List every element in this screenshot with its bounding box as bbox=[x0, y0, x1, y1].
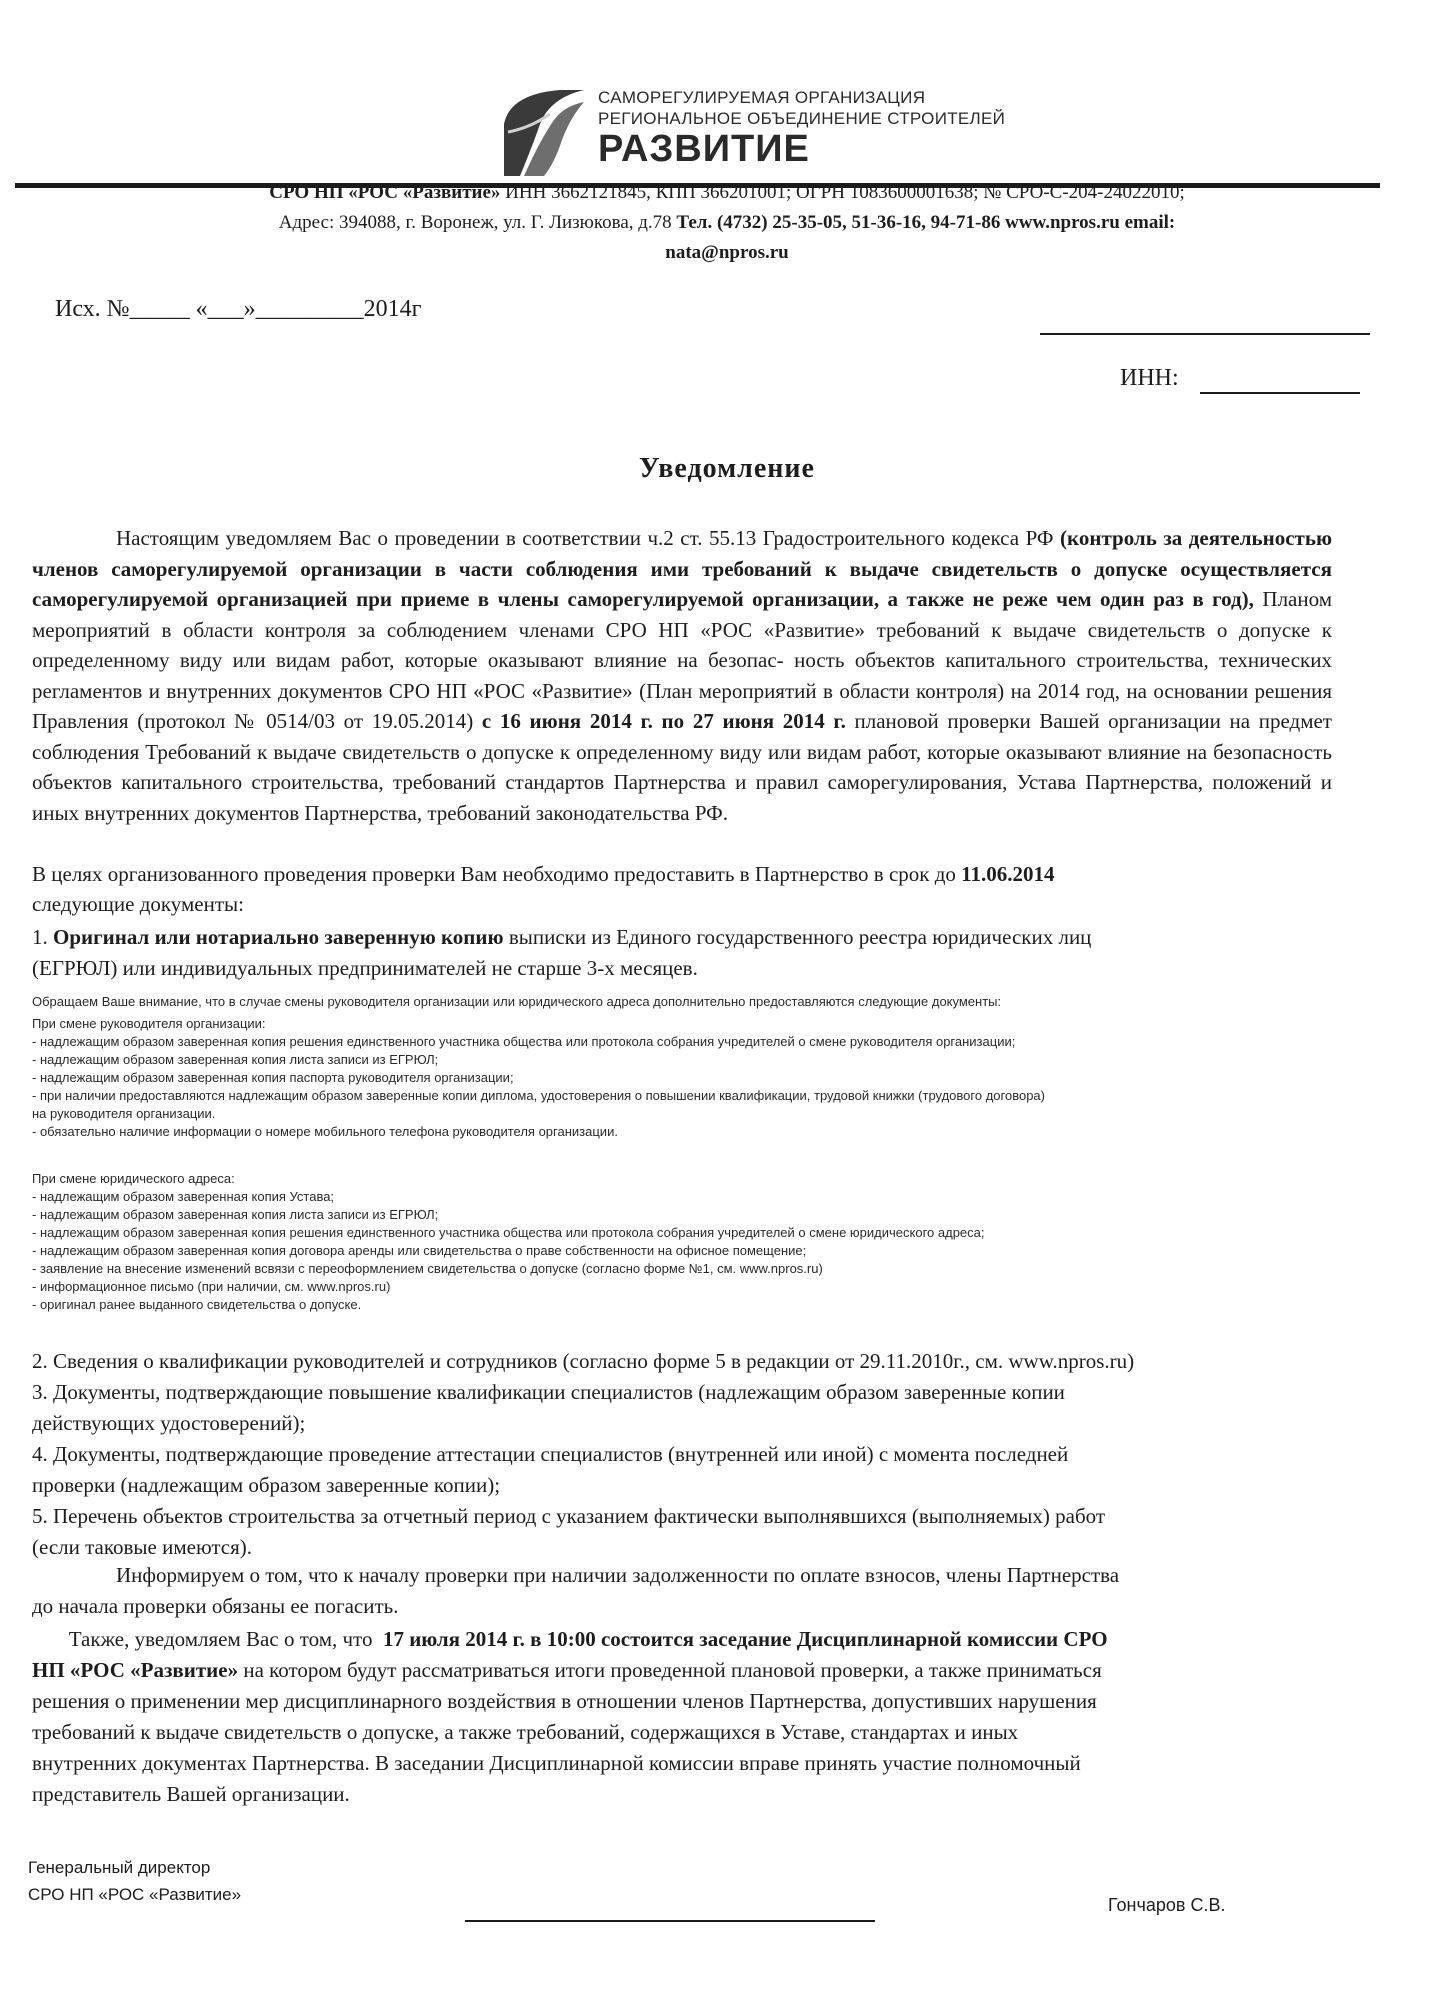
p1-line: требований к выдаче свидетельств о допуске к определенному виду или видам работ, которые оказывают влияние на безопас- bbox=[32, 617, 1332, 672]
debt-paragraph bbox=[32, 1560, 1332, 1622]
deadline-line bbox=[32, 859, 1332, 890]
org-contacts: Тел. (4732) 25-35-05, 51-36-16, 94-71-86 www.npros.ru email: bbox=[676, 212, 1176, 233]
manager-change-block bbox=[32, 1015, 1282, 1141]
commission-line: Также, уведомляем Вас о том, что bbox=[32, 1627, 383, 1651]
list-item: 3. Документы, подтверждающие повышение квалификации специалистов (надлежащим образом заверенные копии bbox=[32, 1380, 1065, 1404]
block-line: на руководителя организации. bbox=[32, 1106, 216, 1121]
organization-logo bbox=[500, 84, 588, 180]
commission-line: представитель Вашей организации. bbox=[32, 1782, 350, 1806]
org-short-name: СРО НП «РОС «Развитие» bbox=[269, 182, 501, 203]
list-item: действующих удостоверений); bbox=[32, 1411, 306, 1435]
block-heading: При смене юридического адреса: bbox=[32, 1171, 235, 1186]
p1-line: объектов капитального строительства, требований стандартов Партнерства и правил саморегулирования, Устава bbox=[32, 770, 1077, 794]
block-line: - надлежащим образом заверенная копия листа записи из ЕГРЮЛ; bbox=[32, 1052, 439, 1067]
item-text: (ЕГРЮЛ) или индивидуальных предпринимателей не старше 3-х месяцев. bbox=[32, 956, 698, 980]
commission-line: на котором будут рассматриваться итоги проведенной плановой проверки, а также приниматься bbox=[238, 1658, 1102, 1682]
p1-line: к выдаче свидетельств о допуске к определенному виду или видам работ, которые оказывают влияние на безопасность bbox=[257, 739, 1332, 764]
outgoing-reference: Исх. №_____ «___»_________2014г bbox=[55, 296, 422, 322]
org-registration-details bbox=[100, 182, 1354, 204]
item-bold: Оригинал или нотариально заверенную копию bbox=[53, 925, 504, 949]
p1-line: Партнерства, положений и иных внутренних документов Партнерства, требований законодательства РФ. bbox=[32, 770, 1333, 825]
p1-bold: не реже чем один раз в год), bbox=[972, 587, 1254, 611]
block-line: - надлежащим образом заверенная копия договора аренды или свидетельства о праве собственности на офисное помещение; bbox=[32, 1243, 807, 1258]
required-documents-list bbox=[32, 1346, 1342, 1563]
signatory-org: СРО НП «РОС «Развитие» bbox=[28, 1885, 242, 1904]
deadline-date: 11.06.2014 bbox=[961, 862, 1055, 886]
debt-line: Информируем о том, что к началу проверки при наличии задолженности по оплате взносов, члены Партнерства bbox=[116, 1563, 1120, 1587]
list-item: (если таковые имеются). bbox=[32, 1535, 253, 1559]
commission-paragraph bbox=[32, 1624, 1332, 1810]
deadline-text: В целях организованного проведения проверки Вам необходимо предоставить в Партнерство в срок до bbox=[32, 862, 962, 886]
inn-label: ИНН: bbox=[1120, 365, 1179, 391]
list-item: 4. Документы, подтверждающие проведение аттестации специалистов (внутренней или иной) с момента последней bbox=[32, 1442, 1069, 1466]
p1-line: ность объектов капитального строительства, технических регламентов и внутренних документов СРО НП «РОС «Развитие» bbox=[32, 648, 1332, 703]
org-address: Адрес: 394088, г. Воронеж, ул. Г. Лизюкова, д.78 bbox=[278, 212, 677, 233]
document-title: Уведомление bbox=[639, 453, 815, 484]
documents-intro: следующие документы: bbox=[32, 892, 244, 916]
commission-line: решения о применении мер дисциплинарного воздействия в отношении членов Партнерства, допустивших нарушения bbox=[32, 1689, 1097, 1713]
signature-line bbox=[465, 1920, 875, 1922]
notice-paragraph bbox=[32, 523, 1332, 828]
item-text: выписки из Единого государственного реестра юридических лиц bbox=[503, 925, 1092, 949]
block-line: - надлежащим образом заверенная копия решения единственного участника общества или протокола собрания учредителей о смене юридического адреса; bbox=[32, 1225, 985, 1240]
signatory-name: Гончаров С.В. bbox=[1108, 1895, 1226, 1915]
inn-blank-line bbox=[1200, 392, 1360, 394]
org-ids: ИНН 3662121845, КПП 366201001; ОГРН 1083600001638; № СРО-С-204-24022010; bbox=[500, 182, 1185, 203]
recipient-blank-line bbox=[1040, 333, 1370, 335]
list-item: проверки (надлежащим образом заверенные копии); bbox=[32, 1473, 501, 1497]
block-line: - надлежащим образом заверенная копия решения единственного участника общества или протокола собрания учредителей о смене руководителя организации; bbox=[32, 1034, 1016, 1049]
p1-line: плановой проверки Вашей организации на предмет соблюдения Требований bbox=[32, 709, 1332, 764]
commission-date: 17 июля 2014 г. в 10:00 состоится заседание Дисциплинарной комиссии СРО bbox=[382, 1627, 1108, 1651]
commission-line: требований к выдаче свидетельств о допуске, а также требований, содержащихся в Уставе, стандартах и иных bbox=[32, 1720, 1019, 1744]
required-document-item bbox=[32, 922, 1332, 984]
p1-line: (План мероприятий в области контроля) на 2014 год, на основании решения Правления (протокол № 0514/03 от 19.05.2014) bbox=[32, 678, 1332, 733]
p1-line: Настоящим уведомляем Вас о проведении в соответствии ч.2 ст. 55.13 Градостроительного кодекса РФ bbox=[116, 526, 1054, 550]
attention-note: Обращаем Ваше внимание, что в случае смены руководителя организации или юридического адреса дополнительно предоставляются следующие документы: bbox=[32, 994, 1002, 1009]
inspection-period: с 16 июня 2014 г. по 27 июня 2014 г. bbox=[481, 709, 846, 733]
p1-bold: деятельностью членов саморегулируемой организации в части соблюдения ими требований к выдаче свидетельств о bbox=[32, 526, 1332, 581]
item-number: 1. bbox=[32, 925, 53, 949]
list-item: 5. Перечень объектов строительства за отчетный период с указанием фактически выполнявшихся (выполняемых) работ bbox=[32, 1504, 1106, 1528]
block-line: - обязательно наличие информации о номере мобильного телефона руководителя организации. bbox=[32, 1124, 618, 1139]
p1-line: Планом мероприятий в области контроля за соблюдением членами СРО НП «РОС «Развитие» bbox=[32, 587, 1333, 642]
block-line: - при наличии предоставляются надлежащим образом заверенные копии диплома, удостоверения о повышении квалификации, трудовой книжки (трудового договора) bbox=[32, 1088, 1045, 1103]
block-line: - надлежащим образом заверенная копия листа записи из ЕГРЮЛ; bbox=[32, 1207, 439, 1222]
block-line: - заявление на внесение изменений всвязи с переоформлением свидетельства о допуске (согласно форме №1, см. www.npros.ru) bbox=[32, 1261, 823, 1276]
commission-line: внутренних документах Партнерства. В заседании Дисциплинарной комиссии вправе принять участие полномочный bbox=[32, 1751, 1081, 1775]
block-line: - надлежащим образом заверенная копия паспорта руководителя организации; bbox=[32, 1070, 514, 1085]
org-address-line bbox=[100, 212, 1354, 234]
signatory-title: Генеральный директор bbox=[28, 1858, 211, 1877]
block-heading: При смене руководителя организации: bbox=[32, 1016, 266, 1031]
org-name: РАЗВИТИЕ bbox=[598, 128, 810, 170]
org-email: nata@npros.ru bbox=[665, 242, 789, 263]
org-association-line: РЕГИОНАЛЬНОЕ ОБЪЕДИНЕНИЕ СТРОИТЕЛЕЙ bbox=[598, 109, 1006, 128]
block-line: - надлежащим образом заверенная копия Устава; bbox=[32, 1189, 335, 1204]
p1-bold: (контроль за bbox=[1060, 526, 1183, 550]
list-item: 2. Сведения о квалификации руководителей и сотрудников (согласно форме 5 в редакции от 29.11.2010г., см. www.npros.ru) bbox=[32, 1349, 1135, 1373]
block-line: - информационное письмо (при наличии, см. www.npros.ru) bbox=[32, 1279, 391, 1294]
debt-line: до начала проверки обязаны ее погасить. bbox=[32, 1594, 399, 1618]
org-type-line: САМОРЕГУЛИРУЕМАЯ ОРГАНИЗАЦИЯ bbox=[598, 88, 926, 107]
commission-org: НП «РОС «Развитие» bbox=[32, 1658, 239, 1682]
p1-bold: допуске осуществляется саморегулируемой организацией при приеме в члены саморегулируемой организации, а также bbox=[32, 556, 1332, 611]
address-change-block bbox=[32, 1170, 1282, 1314]
block-line: - оригинал ранее выданного свидетельства о допуске. bbox=[32, 1297, 362, 1312]
